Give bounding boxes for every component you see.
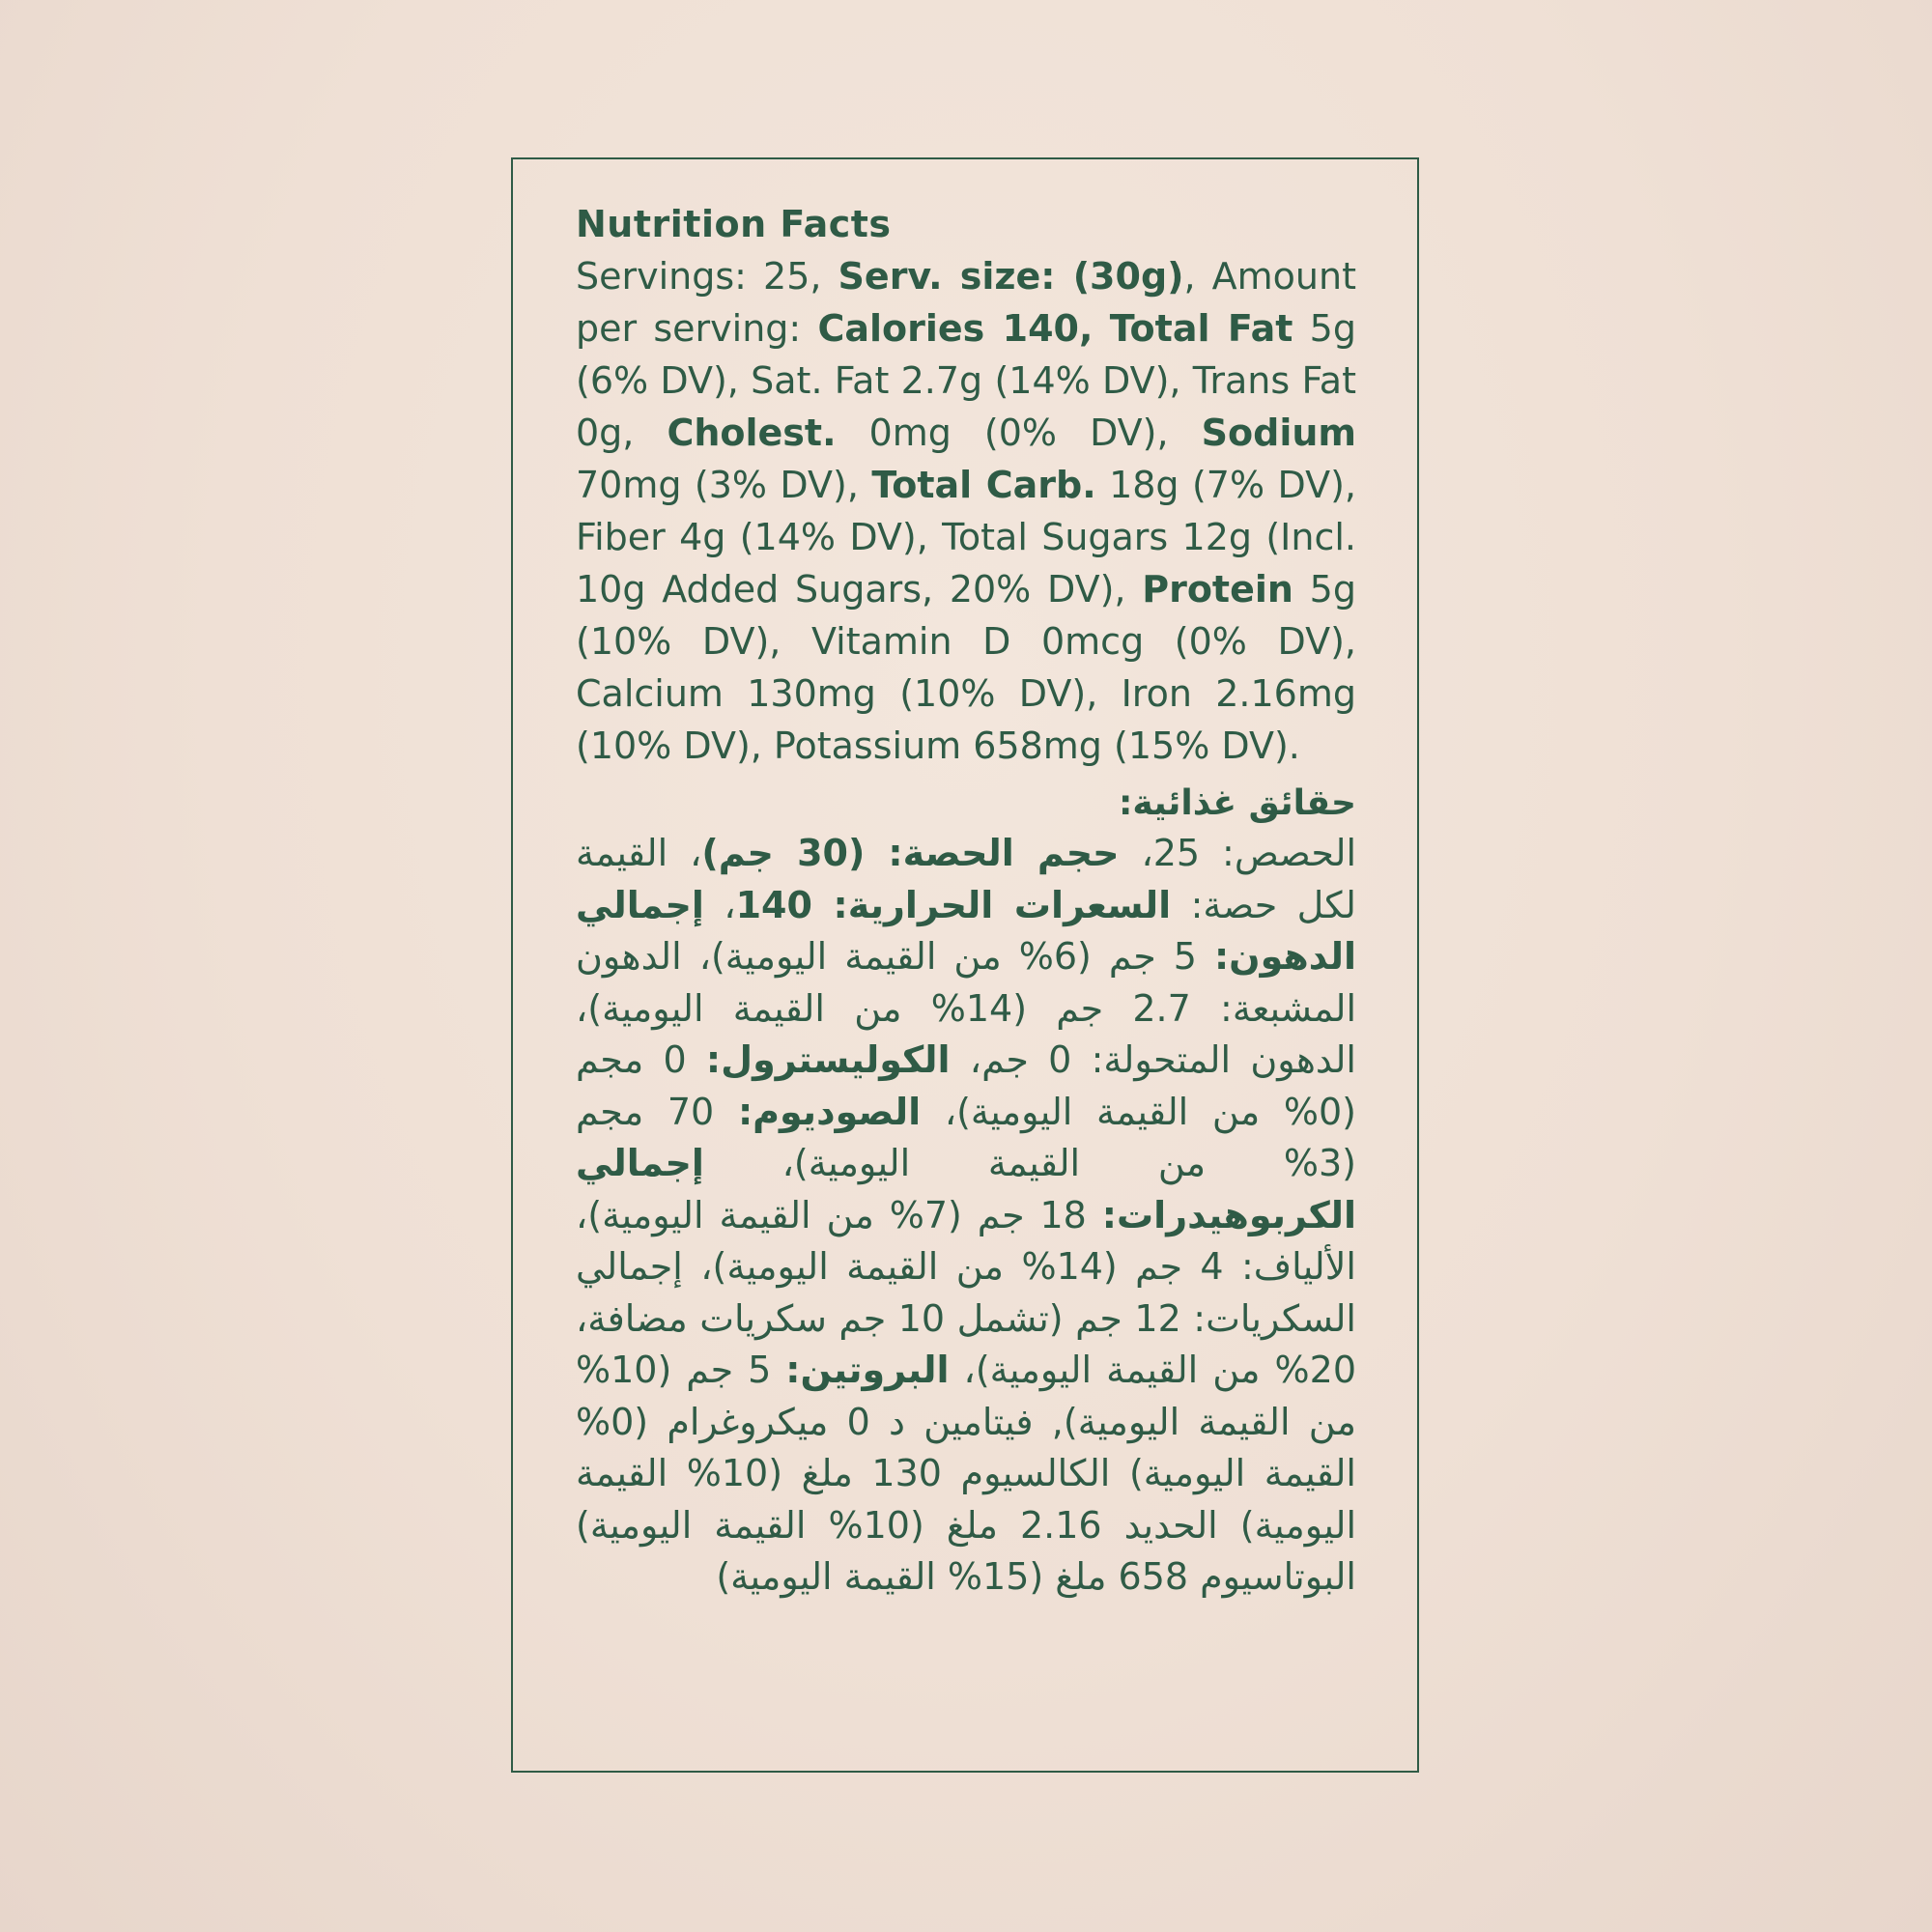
nutrient-detail: 70mg (3% DV), [576,464,872,506]
nutrient-name: Total Fat [1109,307,1293,350]
nutrient-detail: 5g (10% DV), Vitamin D 0mcg (0% DV), Calcium 130mg (10% DV), Iron 2.16mg (10% DV), Potassium 658mg (15% DV). [576,568,1356,767]
nutrient-name: Total Carb. [871,464,1096,506]
nutrient-detail: Servings: 25, [576,255,838,298]
arabic-title: حقائق غذائية: [1118,783,1356,823]
nutrient-name: الكوليسترول: [705,1038,951,1081]
english-title: Nutrition Facts [576,203,892,245]
nutrient-detail: ، [703,883,736,926]
nutrient-detail: ، القيمة لكل حصة: [576,832,1356,926]
nutrient-detail [1093,307,1109,350]
nutrient-detail: , Amount per serving: [576,255,1356,350]
nutrient-name: حجم الحصة: (30 جم) [701,832,1120,874]
nutrient-name: إجمالي الدهون: [576,883,1356,978]
arabic-nutrition-text [576,828,1356,1604]
nutrient-name: البروتين: [785,1349,950,1391]
english-nutrition-text [576,250,1356,772]
nutrient-name: إجمالي الكربوهيدرات: [576,1142,1356,1236]
nutrient-detail: الحصص: 25، [1119,832,1357,874]
nutrition-label-box [511,157,1419,1773]
nutrition-label-content [576,198,1356,1604]
nutrient-name: السعرات الحرارية: 140 [735,883,1172,926]
nutrient-name: Protein [1142,568,1293,611]
nutrient-name: Cholest. [667,412,837,454]
nutrient-detail: 70 مجم (3% من القيمة اليومية)، [576,1090,1356,1184]
nutrient-name: Calories 140, [817,307,1094,350]
nutrient-name: Serv. size: (30g) [838,255,1184,298]
nutrient-name: الصوديوم: [737,1090,922,1133]
nutrient-detail: 0 مجم (0% من القيمة اليومية)، [576,1038,1356,1133]
nutrient-detail: 18 جم (7% من القيمة اليومية)، الألياف: 4 جم (14% من القيمة اليومية)، إجمالي السكريات: 12 جم (تشمل 10 جم سكريات مضافة، 20% من القيمة اليومية)، [576,1193,1357,1391]
nutrient-detail: 5 جم (6% من القيمة اليومية)، الدهون المشبعة: 2.7 جم (14% من القيمة اليومية)، الدهون المتحولة: 0 جم، [576,935,1357,1081]
nutrient-detail: 0mg (0% DV), [836,412,1202,454]
nutrient-detail: 5g (6% DV), Sat. Fat 2.7g (14% DV), Trans Fat 0g, [576,307,1356,454]
nutrient-detail: 18g (7% DV), Fiber 4g (14% DV), Total Sugars 12g (Incl. 10g Added Sugars, 20% DV), [576,464,1356,611]
nutrient-name: Sodium [1201,412,1356,454]
nutrient-detail: 5 جم (10% من القيمة اليومية), فيتامين د 0 ميكروغرام (0% القيمة اليومية) الكالسيوم 130 ملغ (10% القيمة اليومية) الحديد 2.16 ملغ (10% القيمة اليومية) البوتاسيوم 658 ملغ (15% القيمة اليومية) [576,1349,1357,1598]
